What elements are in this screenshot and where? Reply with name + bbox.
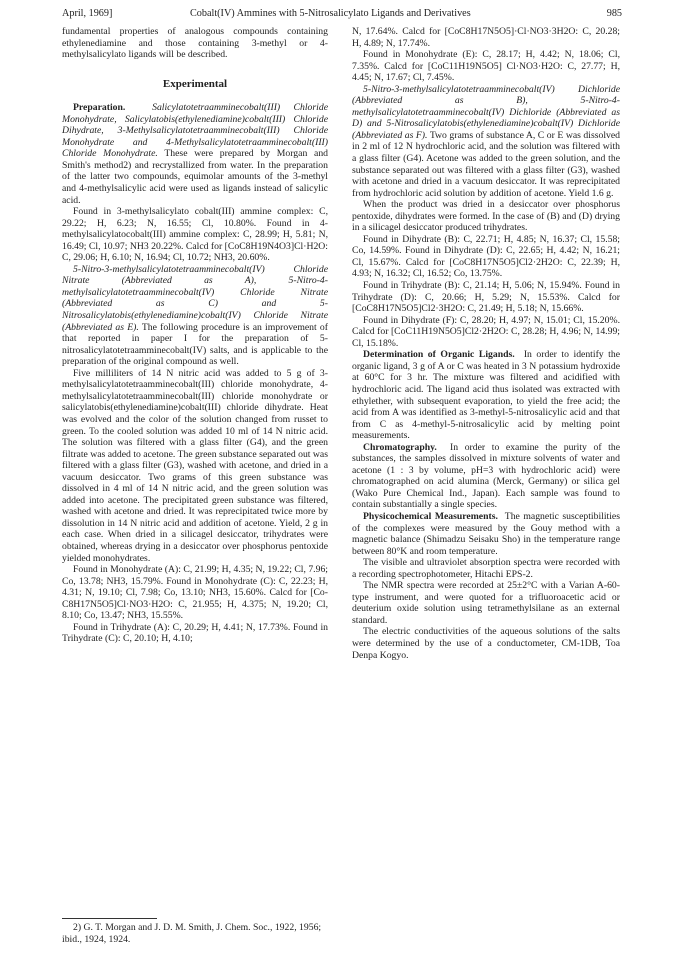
- measurements-paragraph: [352, 511, 620, 557]
- analysis-dihydrate-f: Found in Dihydrate (F): C, 28.20; H, 4.97; N, 15.01; Cl, 15.20%. Calcd for [CoC11H19N5O5]Cl2·2H2O: C, 28.28; H, 4.96; N, 14.99; Cl, 15.18%.: [352, 314, 620, 349]
- nitro-compounds-paragraph: [62, 264, 328, 368]
- dichloride-paragraph: [352, 84, 620, 199]
- dichloride-names: 5-Nitro-3-methylsalicylatotetraamminecobalt(IV) Dichloride (Abbreviated as B), 5-Nitro-4-methylsalicylatotetraamminecobalt(IV) Dichloride (Abbreviated as D) and 5-Nitrosalicylatobis(ethylenediamine)cobalt(IV) Dichloride (Abbreviated as F).: [352, 83, 620, 141]
- preparation-body: These were prepared by Morgan and Smith's method2) and recrystallized from water. In the preparation of the latter two compounds, equimolar amounts of the 3-methyl and 4-methylsalicylic acid were used as ligands instead of salicylic acid.: [62, 148, 329, 206]
- left-column: [62, 26, 328, 645]
- preparation-compounds: Salicylatotetraamminecobalt(III) Chloride Monohydrate, Salicylatobis(ethylenediamine)cobalt(III) Chloride Dihydrate, 3-Methylsalicylatotetraamminecobalt(III) Chloride Monohydrate and 4-Methylsalicylatotetraamminecobalt(III) Chloride Monohydrate.: [62, 102, 329, 160]
- chromatography-paragraph: [352, 442, 620, 511]
- analysis-monohydrates: Found in Monohydrate (A): C, 21.99; H, 4.35; N, 19.22; Cl, 7.96; Co, 13.78; NH3, 15.79%. Found in Monohydrate (C): C, 22.23; H, 4.31; N, 19.10; Cl, 7.98; Co, 13.10; NH3, 15.60%. Calcd for [Co-C8H17N5O5]Cl·NO3·H2O: C, 21.955; H, 4.375; N, 19.20; Cl, 8.10; Co, 13.47; NH3, 15.55%.: [62, 564, 328, 622]
- analysis-dihydrates: Found in Dihydrate (B): C, 22.71; H, 4.85; N, 16.37; Cl, 15.58; Co, 14.59%. Found in Dihydrate (D): C, 22.65; H, 4.42; N, 16.21; Cl, 15.67%. Calcd for [CoC8H17N5O5]Cl2·2H2O: C, 22.39; H, 4.93; N, 16.32; Cl, 16.52; Co, 13.75%.: [352, 233, 620, 280]
- dichloride-body: Two grams of substance A, C or E was dissolved in 2 ml of 12 N hydrochloric acid, and the solution was filtered with a glass filter (G4). Acetone was added to the green solution, and the substance separated out was filtered with a glass filter (G3), washed with acetone and dried in a vacuum desiccator. It was reprecipitated from hydrochloric acid solution by addition of acetone. Yield 1.6 g.: [352, 129, 621, 199]
- analysis-trihydrates: Found in Trihydrate (A): C, 20.29; H, 4.41; N, 17.73%. Found in Trihydrate (C): C, 20.10; H, 4.10;: [62, 621, 328, 645]
- right-column: [352, 26, 620, 661]
- nitro-compounds-names: 5-Nitro-3-methylsalicylatotetraamminecobalt(IV) Chloride Nitrate (Abbreviated as A), 5-Nitro-4-methylsalicylatotetraamminecobalt(IV) Chloride Nitrate (Abbreviated as C) and 5-Nitrosalicylatobis(ethylenediamine)cobalt(IV) Chloride Nitrate (Abbreviated as E).: [62, 263, 328, 333]
- analysis-methyl-complexes: Found in 3-methylsalicylato cobalt(III) ammine complex: C, 29.22; H, 6.23; N, 16.55; Cl, 10.80%. Found in 4-methylsalicylatocobalt(III) ammine complex: C, 28.99; H, 5.81; N, 16.49; Cl, 10.97; NH3 20.22%. Calcd for [CoC8H19N4O3]Cl·H2O: C, 29.06; H, 6.10; N, 16.94; Cl, 10.72; NH3, 20.60%.: [62, 206, 328, 264]
- ligand-runin: Determination of Organic Ligands.: [363, 349, 515, 361]
- running-header: [62, 8, 622, 22]
- chromatography-runin: Chromatography.: [363, 441, 437, 453]
- page-number: 985: [606, 8, 622, 19]
- footnote-reference: 2) G. T. Morgan and J. D. M. Smith, J. Chem. Soc., 1922, 1956; ibid., 1924, 1924.: [62, 922, 322, 945]
- intro-paragraph: fundamental properties of analogous compounds containing ethylenediamine and those containing 3-methyl or 4-methylsalicylato ligands will be described.: [62, 26, 328, 61]
- running-title: Cobalt(IV) Ammines with 5-Nitrosalicylato Ligands and Derivatives: [190, 8, 471, 19]
- footnote-block: [62, 918, 328, 945]
- analysis-trihydrates-bd: Found in Trihydrate (B): C, 21.14; H, 5.06; N, 15.94%. Found in Trihydrate (D): C, 20.66; H, 5.29; N, 15.53%. Calcd for [CoC8H17N5O5]Cl2·3H2O: C, 21.49; H, 5.18; N, 15.66%.: [352, 280, 620, 315]
- drying-paragraph: When the product was dried in a desiccator over phosphorus pentoxide, dihydrates were formed. In the case of (B) and (D) drying in a silicagel desiccator produced trihydrates.: [352, 199, 620, 234]
- nitro-compounds-body: The following procedure is an improvement of that reported in paper I for the preparation of 5-nitrosalicylatotetraamminecobalt(IV) salts, and is applicable to the preparation of the original compound as well.: [62, 321, 329, 368]
- section-heading: Experimental: [162, 77, 228, 90]
- conductivity-paragraph: The electric conductivities of the aqueous solutions of the salts were determined by the use of a conductometer, CM-1DB, Toa Denpa Kogyo.: [352, 626, 620, 661]
- issue-date: April, 1969]: [62, 8, 113, 19]
- nmr-paragraph: The NMR spectra were recorded at 25±2°C with a Varian A-60-type instrument, and were quoted for a trifluoroacetic acid or deuterium oxide solution using tetramethylsilane as an external standard.: [352, 580, 620, 626]
- spectra-paragraph: The visible and ultraviolet absorption spectra were recorded with a recording spectrophotometer, Hitachi EPS-2.: [352, 557, 620, 580]
- measurements-runin: Physicochemical Measurements.: [363, 510, 498, 522]
- procedure-paragraph: Five milliliters of 14 N nitric acid was added to 5 g of 3-methylsalicylatotetraamminecobalt(III) chloride monohydrate, 4-methylsalicylatotetraamminecobalt(III) chloride monohydrate or salicylatobis(ethylenediamine)cobalt(III) chloride dihydrate. Heat was evolved and the color of the solution changed from russet to green. To the cooled solution was added 10 ml of 14 N nitric acid. The solution was filtered with a glass filter (G4), and the green filtrate was added to acetone. The green substance separated out was filtered with a glass filter (G3), washed with acetone, and dried in a vacuum desiccator. Two grams of this green substance was dissolved in 4 ml of 14 N nitric acid, and the green solution was added into acetone. The precipitated green substance was filtered, washed with acetone and dried. It was reprecipitated twice more by dissolution in 14 N nitric acid and addition of acetone. Yield, 2 g in each case. When dried in a silicagel desiccator, trihydrates were obtained, whereas drying in a desiccator over phosphorus pentoxide yielded monohydrates.: [62, 367, 328, 564]
- preparation-paragraph: [62, 102, 328, 206]
- measurements-body: The magnetic susceptibilities of the complexes were measured by the Gouy method with a magnetic balance (Shimadzu Seisaku Sho) in the temperature range between 80°K and room temperature.: [352, 510, 620, 557]
- analysis-monohydrate-e: Found in Monohydrate (E): C, 28.17; H, 4.42; N, 18.06; Cl, 7.35%. Calcd for [CoC11H19N5O5] Cl·NO3·H2O: C, 27.77; H, 4.45; N, 17.67; Cl, 7.45%.: [352, 49, 620, 84]
- preparation-runin: Preparation.: [73, 102, 126, 114]
- ligand-paragraph: [352, 349, 620, 441]
- chromatography-body: In order to examine the purity of the substances, the samples dissolved in mixture solvents of water and acetone (1 : 3 by volume, pH=3 with hydrochloric acid) were chromatographed on acid alumina (Merck, Germany) or silica gel (Wako Pure Chemical Ind., Japan). Each sample was found to contain substantially a single species.: [352, 441, 620, 511]
- ligand-body: In order to identify the organic ligand, 3 g of A or C was heated in 3 N potassium hydroxide at 60°C for 3 hr. The mixture was filtered and acidified with hydrochloric acid. The ligand acid thus isolated was extracted with ethylether, with subsequent evaporation, to yield the free acid; the acid from A was identified as 3-methyl-5-nitrosalicylic acid and that from C as 4-methyl-5-nitrosalicylic acid by melting point measurements.: [352, 349, 621, 442]
- footnote-rule: [62, 918, 157, 919]
- analysis-continued: N, 17.64%. Calcd for [CoC8H17N5O5]·Cl·NO3·3H2O: C, 20.28; H, 4.89; N, 17.74%.: [352, 26, 620, 49]
